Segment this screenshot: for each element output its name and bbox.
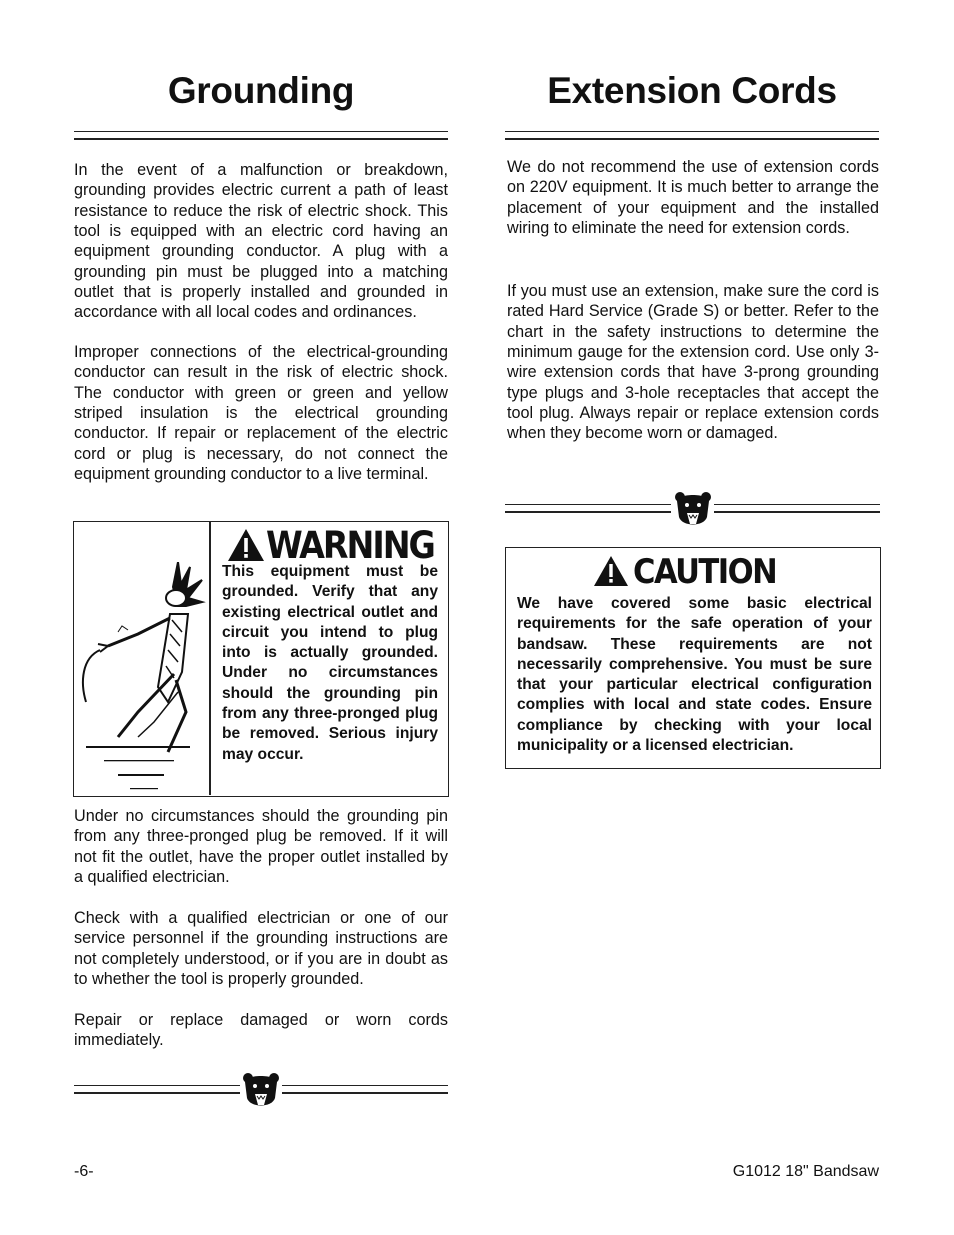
warning-text: This equipment must be grounded. Verify that any existing electrical outlet and circuit you intend to plug into is actually grounded. Under no circumstances should the grounding pin from any three-pronged plug be removed. Serious injury may occur. bbox=[222, 563, 438, 763]
warning-box-divider bbox=[209, 522, 211, 795]
section-divider bbox=[505, 131, 879, 141]
bear-logo-icon bbox=[242, 1072, 280, 1112]
bear-divider-right-rule bbox=[714, 504, 880, 514]
extension-paragraph-2: If you must use an extension, make sure the cord is rated Hard Service (Grade S) or better. Refer to the chart in the safety instructions to determine the minimum gauge for the extension cord. Use only 3-wire extension cords that have 3-prong grounding type plugs and 3-hole receptacles that accept the tool plug. Always repair or replace extension cords when they become worn or damaged. bbox=[507, 282, 879, 443]
warning-triangle-icon bbox=[592, 554, 630, 588]
grounding-paragraph-2: Improper connections of the electrical-grounding conductor can result in the risk of electric shock. The conductor with green or green and yellow striped insulation is the electrical grounding conductor. If repair or replacement of the electric cord or plug is necessary, do not connect the equipment grounding conductor to a live terminal. bbox=[74, 343, 448, 484]
bear-divider-left-rule bbox=[74, 1085, 240, 1095]
warning-label: WARNING bbox=[266, 524, 434, 567]
bear-divider-right-rule bbox=[282, 1085, 448, 1095]
page-number: -6- bbox=[74, 1163, 94, 1180]
extension-paragraph-1: We do not recommend the use of extension cords on 220V equipment. It is much better to arrange the placement of your equipment and the installed wiring to eliminate the need for extension cords. bbox=[507, 158, 879, 238]
section-divider bbox=[74, 131, 448, 141]
grounding-paragraph-4: Check with a qualified electrician or one of our service personnel if the grounding instructions are not completely understood, or if you are in doubt as to whether the tool is properly grounded. bbox=[74, 909, 448, 989]
grounding-paragraph-5: Repair or replace damaged or worn cords immediately. bbox=[74, 1011, 448, 1050]
grounding-paragraph-1: In the event of a malfunction or breakdown, grounding provides electric current a path of least resistance to reduce the risk of electric shock. This tool is equipped with an electric cord having an equipment grounding conductor. A plug with a grounding pin must be plugged into a matching outlet that is properly installed and grounded in accordance with all local codes and ordinances. bbox=[74, 161, 448, 322]
caution-text: We have covered some basic electrical requirements for the safe operation of your bandsaw. These requirements are not necessarily comprehensive. You must be sure that your particular electrical configuration complies with local and state codes. Ensure compliance by checking with your local municipality or a licensed electrician. bbox=[517, 595, 872, 755]
caution-label: CAUTION bbox=[633, 552, 777, 592]
bear-divider-left-rule bbox=[505, 504, 671, 514]
grounding-title: Grounding bbox=[167, 70, 355, 111]
extension-cords-title: Extension Cords bbox=[547, 70, 837, 111]
warning-box bbox=[73, 521, 449, 797]
bear-logo-icon bbox=[674, 491, 712, 531]
warning-triangle-icon bbox=[226, 527, 266, 563]
footer-model: G1012 18" Bandsaw bbox=[732, 1163, 879, 1180]
grounding-paragraph-3: Under no circumstances should the grounding pin from any three-pronged plug be removed. If it will not fit the outlet, have the proper outlet installed by a qualified electrician. bbox=[74, 807, 448, 887]
electric-shock-figure-icon bbox=[78, 562, 206, 792]
caution-box bbox=[505, 547, 881, 769]
